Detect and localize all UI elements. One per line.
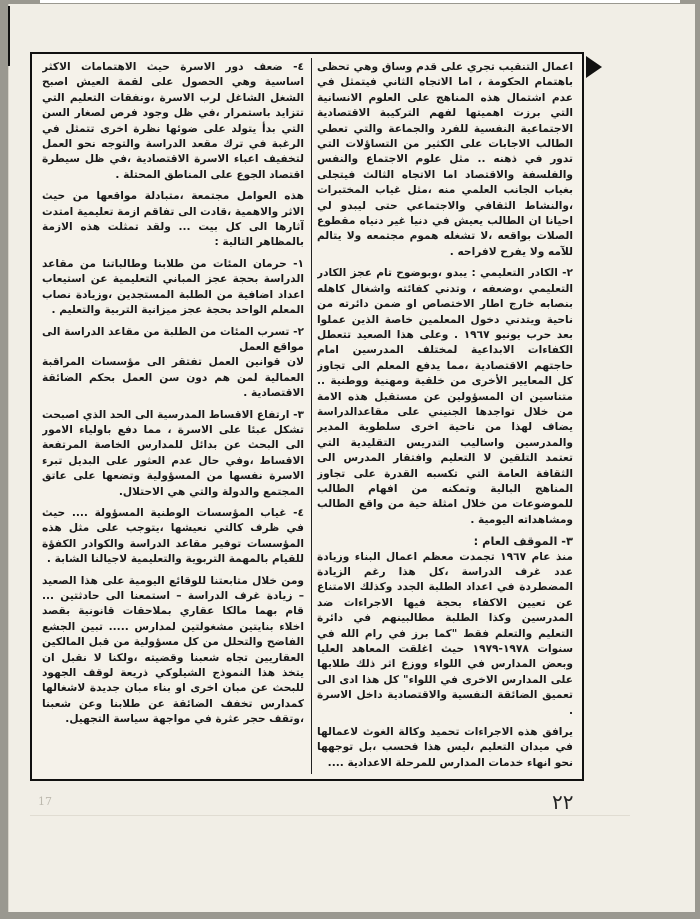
paragraph-point-3: ٣- ارتفاع الاقساط المدرسية الى الحد الذي اصبحت تشكل عبئا على الاسرة ، مما دفع باولياء الامور الى البحث عن بدائل للمدارس الخاصة المرتفعة الاقساط ،وفي حال عدم العثور على البديل تبرء الاسرة نفسها من المسؤولية وتضعها على عاتق المجتمع والدولة والتي هي الاحتلال. bbox=[42, 408, 304, 498]
paragraph-family-role: ٤- ضعف دور الاسرة حيث الاهتمامات الاكثر اساسية وهي الحصول على لقمة العيش اصبح الشغل الشاغل لرب الاسرة ،ونفقات التعليم التي تتزايد باستمرار ،في ظل وجود فرص لصغار السن التي بدأ يتولد على ضوئها نظرة اخرى تتمثل في الرغبة في ترك مقعد الدراسة والتوجه نحو العمل لتخفيف اعباء الاسرة الاقتصادية ،في ظل سيطرة اقتصاد الجوع على المناطق المحتلة . bbox=[42, 61, 304, 181]
article-frame bbox=[30, 52, 584, 781]
paragraph-point-1: ١- حرمان المئات من طلابنا وطالباتنا من مقاعد الدراسة بحجة عجز المباني التعليمية عن استيعاب اعداد اضافية من الطلبة المستجدين ،وزيادة نصاب المعلم الواحد بحجة عجز ميزانية التربية والتعليم . bbox=[42, 257, 304, 317]
bottom-rule bbox=[30, 815, 630, 816]
right-text-column bbox=[317, 60, 573, 773]
paragraph-daily-events: ومن خلال متابعتنا للوقائع اليومية على هذا الصعيد – زيادة غرف الدراسة – استمعنا الى حادثتين ... قام بهما مالكا عقاري بملاحقات قانونية بقصد اخلاء بنايتين مشغولتين لمدارس ..... تبين الجشع الفاضح والتحلل من كل مسؤولية من قبل المالكين العقاريين تجاه شعبنا وقضيته ،ولكنا لا نقبل ان يتخذ هذا النموذج الشيلوكي ذريعة لوقف الجهود للبحث عن مبان اخرى او بناء مبان جديدة لاشغالها كمدارس تخفف الضائقة عن طلابنا وعن شعبنا ،وتقف حجر عثرة في مواجهة سياسة التجهيل. bbox=[42, 574, 304, 726]
page-number: ٢٢ bbox=[552, 790, 574, 814]
section-heading-general-situation: ٣- الموقف العام : bbox=[473, 534, 573, 549]
binding-edge bbox=[8, 6, 10, 66]
paragraph-curriculum: اعمال التنقيب تجري على قدم وساق وهي تحظى باهتمام الحكومة ، اما الاتجاه الثاني فيتمثل في عدم اشتمال هذه المناهج على العلوم الانسانية التي برزت اهميتها لفهم التركيبة الاقتصادية الاجتماعية النفسية للفرد والجماعة والتي تعطي الطالب الاجابات على الكثير من التساؤلات التي تدور في ذهنه .. مثل علوم الاجتماع والنفس والفلسفة والاقتصاد اما الاتجاه الثالث فيتجلى بغياب الجانب العلمي منه ،مثل غياب المختبرات ،والنشاط الثقافي والاجتماعي حتى ليبدو لي احيانا ان الطالب يعيش في دنيا غير دنياه مقطوع الصلات بواقعه ،لا تشغله هموم مجتمعه ولا يتالم للآمه ولا يفرح لافراحه . bbox=[317, 61, 573, 258]
triangle-marker-icon bbox=[586, 56, 602, 78]
paragraph-point-4: ٤- غياب المؤسسات الوطنية المسؤولة .... حيث في ظرف كالتي نعيشها ،يتوجب على مثل هذه المؤسسات توفير مقاعد الدراسة والكوادر الكفؤة للقيام بالمهمة التربوية والتعليمية لاجيالنا الشابة . bbox=[42, 506, 304, 566]
paper-edge bbox=[40, 0, 680, 3]
paragraph-general-situation: منذ عام ١٩٦٧ تجمدت معظم اعمال البناء وزيادة عدد غرف الدراسة ،كل هذا رغم الزيادة المضطردة في اعداد الطلبة الجدد وكذلك الامتناع عن تعيين الاكفاء بحجة فيها الاجراءات ضد المدرسين وكذا الطلبة مطالبينهم في دائرة التعليم والتعلم فقط "كما برز في رام الله في سنوات ١٩٧٨-١٩٧٩ حيث اغلقت المعاهد العليا وبعض المدارس في اللواء ووزع اثر ذلك طلابها على المدارس الاخرى في اللواء" كل هذا ادى الى تعميق الضائقة النفسية والاقتصادية داخل الاسرة . bbox=[317, 550, 573, 717]
paragraph-teaching-staff: ٢- الكادر التعليمي : يبدو ،وبوضوح تام عجز الكادر التعليمي ،وضعفه ، وتدني كفائته واشغال كاهله بنصابه خارج اطار الاختصاص او ضمن دائرته من ناحية ويتدني دخول المعلمين خاصة الذين عملوا بعد حرب يونيو ١٩٦٧ . وعلى هذا الصعيد تتعطل الكفاءات الابداعية لمختلف المدرسين امام حاجتهم الاقتصادية ،مما يدفع المعلم الى تجاوز كل المعايير الأخرى من خلقية ومهنية ووطنية .. متناسين ان المسؤولين عن مستقبل هذه الامة من خلال تواجدها الجنيني على مقاعدالدراسة يضاف لهذا من ناحية اخرى سلطوية المدير والمدرسين واساليب التدريس التقليدية التي تعتمد التلقين لا التعليم وافتقار المدرس الى الثقافة العامة التي تكسبه القدرة على تجاوز المناهج البالية وتمكنه من افهام الطالب للموضوعات من خلال امثلة حية من واقع الطالب ومشاهداته اليومية . bbox=[317, 267, 573, 526]
paragraph-unrwa: يرافق هذه الاجراءات تحميد وكالة الغوث لاعمالها في ميدان التعليم ،ليس هذا فحسب ،بل توجهها نحو انهاء خدمات المدارس للمرحلة الاعدادية .... bbox=[317, 726, 573, 769]
paragraph-factors: هذه العوامل مجتمعة ،متبادلة مواقعها من حيث الاثر والاهمية ،قادت الى تفاقم ازمة تعليمية امتدت آثارها الى كل بيت ... ولقد تمثلت هذه الازمة بالمظاهر التالية : bbox=[42, 190, 304, 249]
paragraph-labor-laws: لان قوانين العمل تفتقر الى مؤسسات المراقبة العمالية لمن هم دون سن العمل بحكم الضائقة الاقتصادية . bbox=[42, 356, 304, 400]
column-divider bbox=[311, 58, 312, 774]
left-text-column bbox=[42, 60, 304, 773]
faint-page-mark: 17 bbox=[38, 795, 52, 808]
paragraph-point-2: ٢- تسرب المئات من الطلبة من مقاعد الدراسة الى مواقع العمل bbox=[42, 325, 304, 353]
